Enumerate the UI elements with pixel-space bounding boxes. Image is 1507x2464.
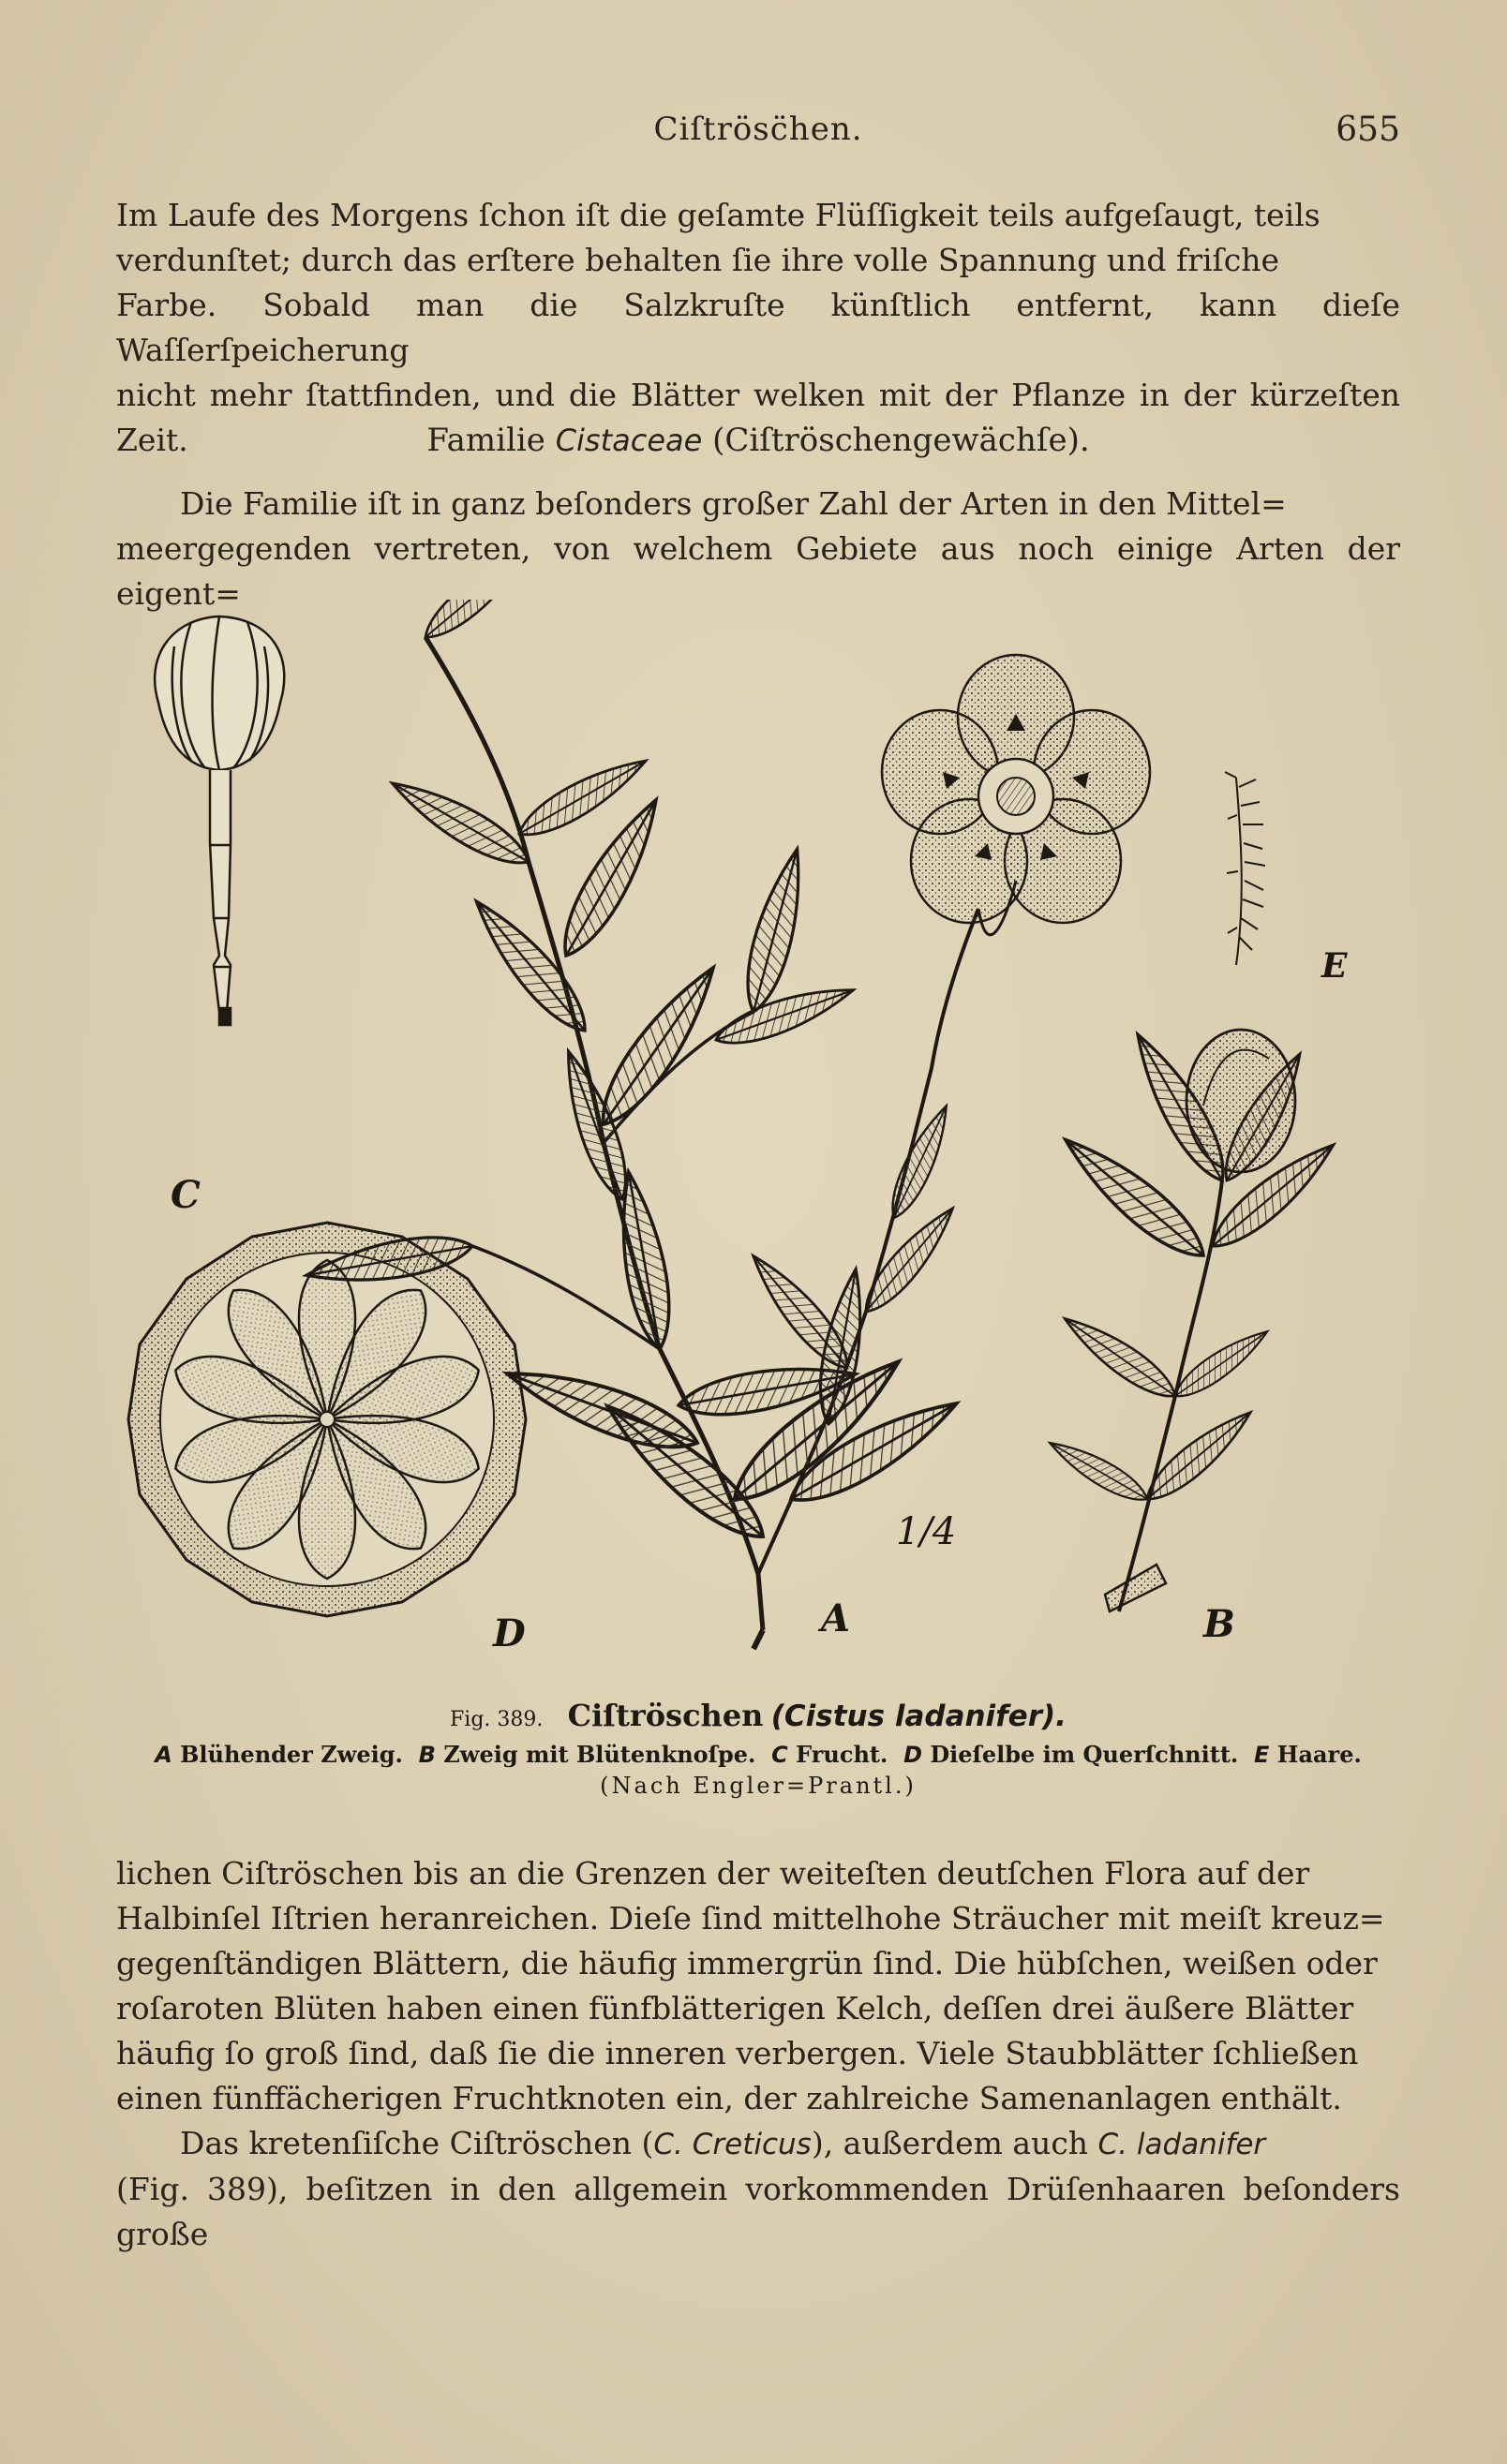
figure-number: Fig. 389.	[450, 1708, 544, 1731]
text-line: gegenſtändigen Blättern, die häufig immergrün ſind. Die hübſchen, weißen oder	[116, 1945, 1378, 1982]
figure-caption-title	[116, 1698, 1400, 1733]
fruit-cross-section-d	[128, 1223, 526, 1616]
bud-branch-b	[1044, 1026, 1344, 1611]
cistus-illustration	[116, 600, 1400, 1677]
intro-paragraph	[116, 482, 1400, 616]
figure-source: (Nach Engler=Prantl.)	[600, 1773, 917, 1799]
text-line: Halbinſel Iſtrien heranreichen. Dieſe ſind mittelhohe Sträucher mit meiſt kreuz=	[116, 1900, 1385, 1937]
legend-key: E	[1254, 1742, 1270, 1768]
text-line: verdunſtet; durch das erſtere behalten ſie ihre volle Spannung und friſche	[116, 242, 1280, 278]
text-line	[116, 2121, 1400, 2167]
legend-text: Haare.	[1276, 1741, 1362, 1768]
legend-text: Frucht.	[796, 1741, 888, 1768]
label-scale: 1/4	[896, 1510, 957, 1553]
text-line: roſaroten Blüten haben einen fünfblätterigen Kelch, deſſen drei äußere Blätter	[116, 1990, 1354, 2026]
latin-name: C. ladanifer	[1097, 2128, 1266, 2161]
heading-latin: Cistaceae	[555, 423, 703, 458]
heading-prefix: Familie	[426, 422, 545, 459]
latin-name: C. Creticus	[653, 2128, 812, 2161]
label-d: D	[493, 1611, 526, 1655]
legend-text: Zweig mit Blütenknoſpe.	[443, 1741, 756, 1768]
label-e: E	[1321, 946, 1348, 986]
label-b: B	[1203, 1602, 1235, 1646]
botanical-figure	[116, 600, 1400, 1677]
text-line: häufig ſo groß ſind, daß ſie die inneren verbergen. Viele Staubblätter ſchließen	[116, 2035, 1359, 2071]
family-heading	[116, 422, 1400, 459]
legend-key: A	[155, 1742, 172, 1768]
caption-latin-title: (Cistus ladanifer).	[770, 1700, 1067, 1733]
text-line: einen fünffächerigen Fruchtknoten ein, der zahlreiche Samenanlagen enthält.	[116, 2080, 1342, 2116]
legend-key: B	[418, 1742, 436, 1768]
page-number: 655	[1335, 111, 1400, 149]
legend-text: Blühender Zweig.	[180, 1741, 403, 1768]
legend-key: D	[903, 1742, 922, 1768]
text-line: Im Laufe des Morgens ſchon iſt die geſamte Flüſſigkeit teils aufgeſaugt, teils	[116, 197, 1320, 233]
text-line: meergegenden vertreten, von welchem Gebiete aus noch einige Arten der eigent=	[116, 530, 1400, 612]
text-line: nicht mehr ſtattfinden, und die Blätter welken mit der Pflanze in der kürzeſten Zeit.	[116, 377, 1400, 458]
text-line: (Fig. 389), beſitzen in den allgemein vorkommenden Drüſenhaaren beſonders große	[116, 2171, 1400, 2252]
text-span: Das kretenſiſche Ciſtröschen (	[180, 2125, 654, 2161]
figure-legend	[116, 1741, 1400, 1768]
running-title: Ciſtrösc̈hen.	[653, 111, 863, 148]
label-c: C	[171, 1173, 201, 1217]
page-header	[116, 111, 1400, 157]
heading-suffix: (Ciſtröschengewächſe).	[712, 422, 1090, 459]
body-paragraph-2	[116, 2121, 1400, 2257]
label-a: A	[821, 1596, 851, 1640]
legend-key: C	[771, 1742, 788, 1768]
text-line: lichen Ciſtröschen bis an die Grenzen der weiteſten deutſchen Flora auf der	[116, 1855, 1310, 1892]
text-line: Farbe. Sobald man die Salzkruſte künſtlich entfernt, kann dieſe Waſſerſpeicherung	[116, 287, 1400, 368]
legend-text: Dieſelbe im Querſchnitt.	[930, 1741, 1239, 1768]
hairs-e	[1225, 772, 1265, 965]
text-line: Die Familie iſt in ganz beſonders großer Zahl der Arten in den Mittel=	[180, 485, 1287, 522]
fruit-c	[155, 616, 284, 1025]
body-paragraph-1	[116, 1851, 1400, 2121]
caption-title: Ciſtröschen	[567, 1698, 764, 1733]
text-span: ), außerdem auch	[811, 2125, 1098, 2161]
